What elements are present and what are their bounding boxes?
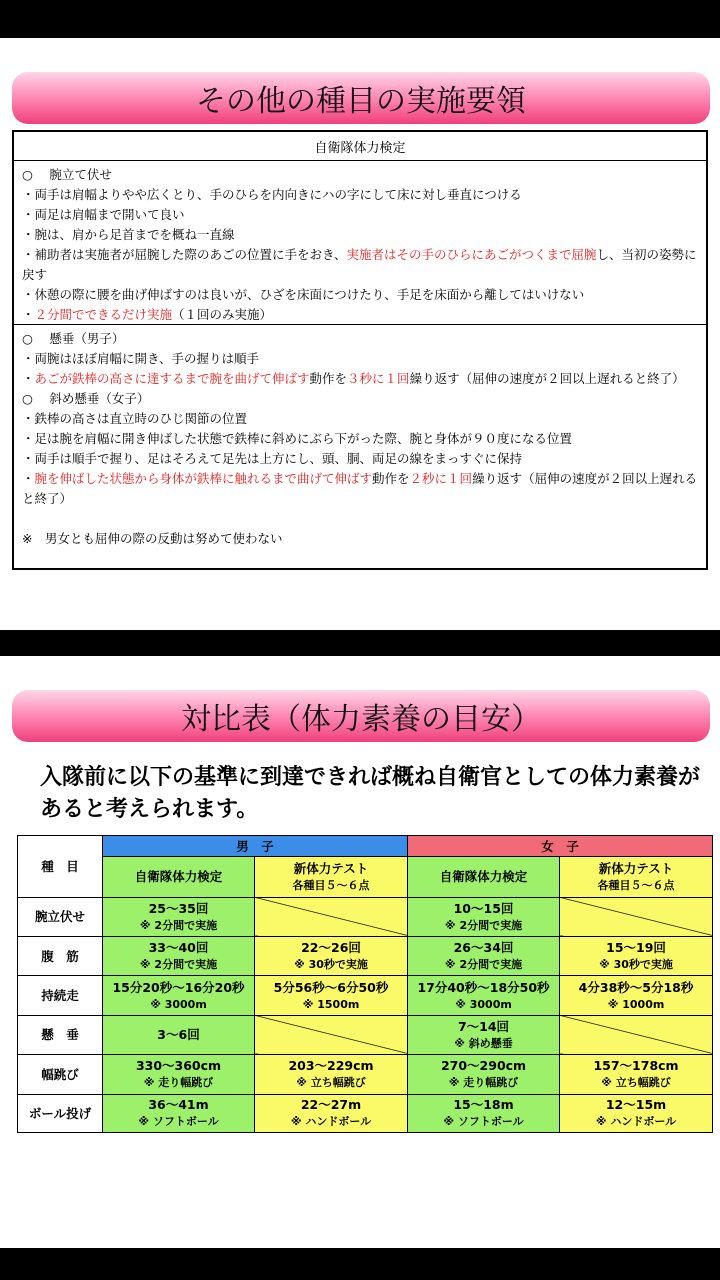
cell-value: 5分56秒～6分50秒	[273, 979, 389, 995]
cell-note: ※ 2分間で実施	[444, 918, 523, 932]
section2-title-banner	[12, 690, 710, 742]
pushup-line-4-a: ・補助者は実施者が屈腕した際のあごの位置に手をおき、	[22, 247, 347, 262]
pushup-line-1: ・両手は肩幅よりやや広くとり、手のひらを内向きにハの字にして床に対し垂直につける	[22, 187, 522, 202]
cell-value: 10～15回	[453, 900, 514, 916]
hang-female-line-4-red-1: 腕を伸ばした状態から身体が鉄棒に触れるまで曲げて伸ばす	[34, 471, 373, 486]
hang-female-line-4-c: 繰り返す（屈伸の速度が２回以上遅れると終了）	[22, 471, 698, 506]
pushup-line-6-red: ２分間でできるだけ実施	[34, 307, 173, 322]
cell-value: 12～15m	[605, 1097, 667, 1113]
hang-female-heading: ○ 斜め懸垂（女子）	[22, 391, 150, 406]
table-row	[18, 976, 713, 1015]
hang-male-line-2	[22, 369, 698, 389]
row-name: 懸 垂	[18, 1015, 103, 1054]
pushup-line-4	[22, 245, 698, 285]
hang-male-line-1: ・両腕はほぼ肩幅に開き、手の握りは順手	[22, 351, 260, 366]
cell-note: ※ ハンドボール	[595, 1115, 677, 1129]
male-new-empty-cell	[255, 897, 408, 936]
section1-title-banner	[12, 72, 710, 124]
hang-section	[14, 325, 706, 553]
cell-value: 157～178cm	[593, 1058, 679, 1074]
cell-value: 203～229cm	[288, 1058, 374, 1074]
cell-note: ※ 立ち幅跳び	[296, 1076, 366, 1090]
cell-value: 7～14回	[457, 1018, 510, 1034]
pushup-line-5: ・休憩の際に腰を曲げ伸ばすのは良いが、ひざを床面につけたり、手足を床面から離してはいけない	[22, 287, 585, 302]
cell-value: 17分40秒～18分50秒	[417, 979, 550, 995]
male-new-cell	[255, 1055, 408, 1094]
hang-female-line-4-red-2: ２秒に１回	[409, 471, 473, 486]
pushup-line-2: ・両足は肩幅まで開いて良い	[22, 207, 185, 222]
female-new-empty-cell	[560, 1015, 713, 1054]
male-new-header	[255, 857, 408, 897]
procedure-box-header: 自衛隊体力検定	[14, 132, 706, 161]
cell-note: ※ 走り幅跳び	[448, 1076, 519, 1090]
section2-title: 対比表（体力素養の目安）	[181, 702, 541, 737]
female-sdf-cell	[408, 937, 560, 976]
top-black-bar	[0, 0, 720, 38]
comparison-table	[17, 835, 713, 1133]
cell-value: 36～41m	[148, 1097, 209, 1113]
male-sdf-cell	[103, 897, 255, 936]
female-new-cell	[560, 937, 713, 976]
table-row	[18, 1094, 713, 1132]
male-new-empty-cell	[255, 1015, 408, 1054]
middle-black-bar	[0, 630, 720, 656]
hang-male-line-2-c: 繰り返す（屈伸の速度が２回以上遅れると終了）	[409, 371, 685, 386]
female-new-cell	[560, 976, 713, 1015]
female-new-header-sub: 各種目５～６点	[597, 878, 675, 892]
pushup-line-3: ・腕は、肩から足首までを概ね一直線	[22, 227, 235, 242]
cell-note: ※ 走り幅跳び	[143, 1076, 214, 1090]
cell-note: ※ 2分間で実施	[444, 958, 523, 972]
cell-value: 22～26回	[301, 940, 361, 956]
pushup-line-4-b: し、当初の姿勢に戻す	[22, 247, 697, 282]
table-row	[18, 1055, 713, 1094]
pushup-line-6-a: ・	[22, 307, 35, 322]
cell-note: ※ ハンドボール	[290, 1115, 372, 1129]
hang-male-line-2-red-2: ３秒に１回	[347, 371, 410, 386]
male-new-cell	[255, 976, 408, 1015]
bottom-black-bar	[0, 1248, 720, 1280]
female-sdf-cell	[408, 1055, 560, 1094]
male-new-header-sub: 各種目５～６点	[292, 878, 370, 892]
cell-note: ※ 1500m	[302, 997, 360, 1011]
female-sdf-cell	[408, 1015, 560, 1054]
female-new-cell	[560, 1055, 713, 1094]
row-name: 腕立伏せ	[18, 897, 103, 936]
row-name: 幅跳び	[18, 1055, 103, 1094]
male-sdf-cell	[103, 1055, 255, 1094]
cell-note: ※ 2分間で実施	[139, 958, 218, 972]
pushup-line-6-b: （１回のみ実施）	[172, 307, 273, 322]
male-header: 男 子	[103, 836, 408, 857]
female-header: 女 子	[408, 836, 713, 857]
female-new-header	[560, 857, 713, 897]
pushup-line-4-red: 実施者はその手のひらにあごがつくまで屈腕	[346, 247, 597, 262]
female-new-cell	[560, 1094, 713, 1132]
male-new-cell	[255, 1094, 408, 1132]
hang-female-line-4	[22, 469, 698, 509]
male-sdf-cell	[103, 937, 255, 976]
cell-value: 270～290cm	[440, 1058, 527, 1074]
row-name: 持続走	[18, 976, 103, 1015]
pushup-section	[14, 161, 706, 325]
male-sdf-cell	[103, 976, 255, 1015]
cell-value: 15～19回	[606, 940, 666, 956]
cell-note: ※ 立ち幅跳び	[601, 1076, 671, 1090]
male-new-cell	[255, 937, 408, 976]
cell-note: ※ 30秒で実施	[294, 958, 368, 972]
hang-male-line-2-red-1: あごが鉄棒の高さに達するまで腕を曲げて伸ばす	[34, 371, 310, 386]
lead-statement: 入隊前に以下の基準に到達できれば概ね自衛官としての体力素養があると考えられます。	[40, 765, 701, 822]
hang-female-line-3: ・両手は順手で握り、足はそろえて足先は上方にし、頭、胴、両足の線をまっすぐに保持	[22, 451, 523, 466]
procedure-box	[12, 130, 708, 570]
table-row	[18, 897, 713, 936]
pushup-line-6	[22, 305, 698, 325]
table-row	[18, 937, 713, 976]
section1-title: その他の種目の実施要領	[196, 84, 526, 119]
cell-note: ※ 1000m	[607, 997, 665, 1011]
cell-note: ※ 2分間で実施	[139, 918, 218, 932]
female-sdf-cell	[408, 976, 560, 1015]
row-name: ボール投げ	[18, 1094, 103, 1132]
cell-value: 26～34回	[453, 940, 514, 956]
male-new-header-title: 新体力テスト	[293, 860, 369, 876]
cell-note: ※ 3000m	[150, 997, 207, 1011]
male-sdf-cell	[103, 1015, 255, 1054]
cell-note: ※ 3000m	[455, 997, 512, 1011]
hang-male-line-2-b: 動作を	[309, 371, 348, 386]
cell-value: 33～40回	[148, 940, 209, 956]
male-sdf-header: 自衛隊体力検定	[103, 857, 255, 897]
hang-male-line-2-a: ・	[22, 371, 35, 386]
hang-female-line-4-a: ・	[22, 471, 35, 486]
cell-note: ※ 斜め懸垂	[454, 1036, 513, 1050]
male-sdf-cell	[103, 1094, 255, 1132]
cell-value: 3～6回	[157, 1027, 200, 1043]
hang-female-line-2: ・足は腕を肩幅に開き伸ばした状態で鉄棒に斜めにぶら下がった際、腕と身体が９０度になる位置	[22, 431, 573, 446]
hang-female-line-1: ・鉄棒の高さは直立時のひじ関節の位置	[22, 411, 248, 426]
item-header: 種 目	[18, 836, 103, 898]
cell-note: ※ ソフトボール	[443, 1115, 524, 1129]
female-new-empty-cell	[560, 897, 713, 936]
cell-value: 330～360cm	[135, 1058, 222, 1074]
cell-value: 25～35回	[148, 900, 209, 916]
table-row	[18, 1015, 713, 1054]
female-new-header-title: 新体力テスト	[598, 860, 674, 876]
cell-value: 15分20秒～16分20秒	[112, 979, 245, 995]
cell-value: 4分38秒～5分18秒	[578, 979, 694, 995]
hang-male-heading: ○ 懸垂（男子）	[22, 331, 125, 346]
female-sdf-header: 自衛隊体力検定	[408, 857, 560, 897]
female-sdf-cell	[408, 897, 560, 936]
cell-note: ※ 30秒で実施	[599, 958, 673, 972]
hang-female-line-4-b: 動作を	[372, 471, 410, 486]
cell-value: 22～27m	[300, 1097, 362, 1113]
pushup-heading: ○ 腕立て伏せ	[22, 167, 112, 182]
hang-note: ※ 男女とも屈伸の際の反動は努めて使わない	[22, 531, 283, 546]
cell-value: 15～18m	[453, 1097, 514, 1113]
row-name: 腹 筋	[18, 937, 103, 976]
cell-note: ※ ソフトボール	[138, 1115, 219, 1129]
female-sdf-cell	[408, 1094, 560, 1132]
